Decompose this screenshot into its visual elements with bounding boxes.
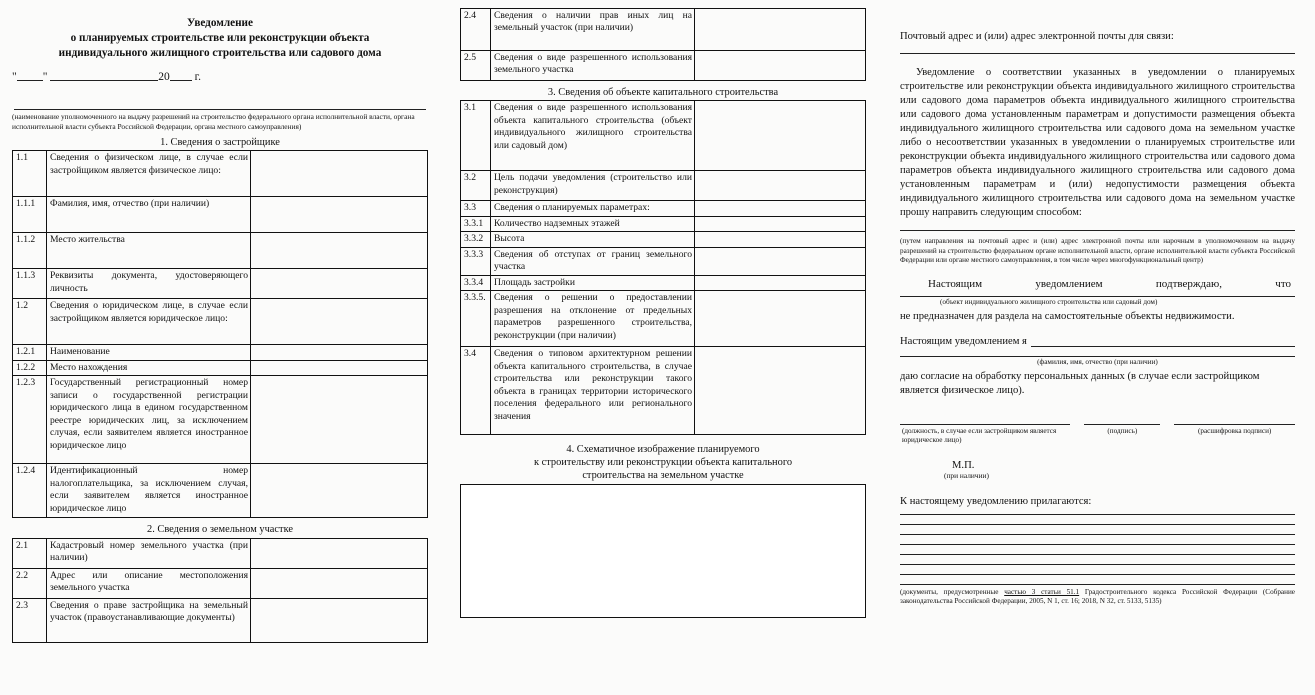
attachment-line[interactable] (900, 524, 1295, 525)
section-3-rows (461, 101, 866, 435)
row-label: Фамилия, имя, отчество (при наличии) (47, 197, 251, 233)
year-blank[interactable] (170, 70, 192, 81)
row-label: Сведения о юридическом лице, в случае если застройщиком является юридическое лицо: (47, 299, 251, 345)
row-value-field[interactable] (251, 299, 428, 345)
row-value-field[interactable] (695, 9, 866, 51)
row-value-field[interactable] (695, 201, 866, 216)
section-3-title: 3. Сведения об объекте капитального строительства (547, 87, 779, 98)
schematic-drawing-area[interactable] (460, 484, 866, 618)
section-2-table (12, 538, 428, 643)
section-1-table (12, 150, 428, 518)
row-value-field[interactable] (695, 347, 866, 435)
attachments-lines (900, 514, 1295, 575)
footer-note-pre: (документы, предусмотренные (900, 587, 1005, 596)
section-4-title-line-3: строительства на земельном участке (582, 470, 744, 482)
consent-text: даю согласие на обработку персональных данных (в случае если застройщиком является физическое лицо). (900, 371, 1260, 397)
title-line-1: Уведомление (187, 17, 253, 29)
row-number: 1.2.1 (13, 345, 47, 360)
row-value-field[interactable] (695, 275, 866, 290)
quote-close: " (42, 71, 48, 84)
row-number: 1.2.3 (13, 376, 47, 464)
row-label: Наименование (47, 345, 251, 360)
row-value-field[interactable] (251, 360, 428, 375)
table-row (13, 233, 428, 269)
table-row (13, 598, 428, 642)
row-label: Адрес или описание местоположения земельного участка (47, 568, 251, 598)
signature-sign-caption: (подпись) (1107, 426, 1138, 435)
attachment-line[interactable] (900, 554, 1295, 555)
attachment-line[interactable] (900, 564, 1295, 565)
row-value-field[interactable] (251, 233, 428, 269)
row-number: 2.4 (461, 9, 491, 51)
row-number: 1.2 (13, 299, 47, 345)
section-4-title (460, 443, 866, 482)
method-note: (путем направления на почтовый адрес и (или) адрес электронной почты или нарочным в уполномоченном на выдачу разрешений на строительство федеральном органе исполнительной власти, органе исполнительной власти субъекта Российской Федерации или органе местного самоуправления, в том числе через многофункциональный центр) (900, 237, 1295, 265)
section-2-mid-rows (461, 9, 866, 81)
row-value-field[interactable] (251, 345, 428, 360)
fio-row (900, 335, 1295, 347)
row-label: Реквизиты документа, удостоверяющего личность (47, 269, 251, 299)
row-number: 1.1.3 (13, 269, 47, 299)
table-row (13, 360, 428, 375)
row-label: Сведения об отступах от границ земельного участка (491, 247, 695, 275)
table-row (13, 464, 428, 518)
row-label: Место жительства (47, 233, 251, 269)
table-row (461, 247, 866, 275)
row-number: 2.3 (13, 598, 47, 642)
row-number: 3.3.5. (461, 291, 491, 347)
object-input-line[interactable] (900, 296, 1295, 297)
row-value-field[interactable] (251, 376, 428, 464)
row-number: 3.2 (461, 171, 491, 201)
table-row (461, 291, 866, 347)
signature-decode-line[interactable] (1174, 424, 1295, 425)
date-line (12, 70, 428, 83)
table-row (461, 51, 866, 81)
attachment-line[interactable] (900, 514, 1295, 515)
row-value-field[interactable] (695, 171, 866, 201)
table-row (13, 197, 428, 233)
table-row (13, 538, 428, 568)
footer-note-post: Градостроительного кодекса Российской Федерации (Собрание законодательства Российской Федерации, 2005, N 1, ст. 16; 2018, N 32, ст. 5133, 5135) (900, 587, 1295, 605)
not-intended-text: не предназначен для раздела на самостоятельные объекты недвижимости. (900, 310, 1235, 322)
confirm-word-4: что (1275, 277, 1291, 290)
table-row (461, 9, 866, 51)
row-number: 1.2.4 (13, 464, 47, 518)
signature-position-line[interactable] (900, 424, 1070, 425)
fio-input-line-2[interactable] (900, 356, 1295, 357)
row-label: Цель подачи уведомления (строительство или реконструкция) (491, 171, 695, 201)
section-4-title-line-2: к строительству или реконструкции объекта капитального (533, 457, 793, 469)
row-number: 1.1.1 (13, 197, 47, 233)
year-suffix: г. (194, 71, 201, 84)
row-number: 3.3.3 (461, 247, 491, 275)
section-1-rows (13, 151, 428, 518)
row-number: 3.3.1 (461, 216, 491, 231)
row-label: Идентификационный номер налогоплательщика, за исключением случая, если заявителем является иностранное юридическое лицо (47, 464, 251, 518)
row-value-field[interactable] (251, 197, 428, 233)
row-label: Сведения о типовом архитектурном решении объекта капитального строительства, в случае строительства или реконструкции такого объекта в границах территории исторического поселения федерального или регионального значения (491, 347, 695, 435)
row-label: Сведения о праве застройщика на земельный участок (правоустанавливающие документы) (47, 598, 251, 642)
row-label: Сведения о виде разрешенного использования земельного участка (491, 51, 695, 81)
row-value-field[interactable] (695, 216, 866, 231)
signature-position-cell (900, 424, 1070, 446)
object-caption: (объект индивидуального жилищного строительства или садовый дом) (940, 297, 1158, 306)
row-value-field[interactable] (251, 464, 428, 518)
title-line-2: о планируемых строительстве или реконструкции объекта (70, 31, 370, 44)
table-row (13, 568, 428, 598)
fio-input-line[interactable] (1031, 335, 1295, 347)
day-blank[interactable] (17, 70, 43, 81)
authority-caption-line-2: органа исполнительной власти субъекта Российской Федерации, органа местного самоуправления) (12, 112, 415, 131)
section-2-rows (13, 538, 428, 642)
table-row (461, 171, 866, 201)
section-3-table (460, 100, 866, 435)
row-number: 3.3.2 (461, 232, 491, 247)
confirm-word-3: подтверждаю, (1155, 277, 1222, 290)
year-prefix: 20 (158, 71, 170, 84)
row-label: Кадастровый номер земельного участка (при наличии) (47, 538, 251, 568)
footer-divider (900, 584, 1295, 585)
column-right (880, 0, 1315, 695)
section-2-title: 2. Сведения о земельном участке (147, 524, 293, 536)
signature-row (900, 424, 1295, 446)
signature-sign-line[interactable] (1084, 424, 1160, 425)
row-value-field[interactable] (695, 291, 866, 347)
row-number: 2.5 (461, 51, 491, 81)
table-row (13, 345, 428, 360)
stamp-block (944, 459, 1295, 480)
row-value-field[interactable] (695, 232, 866, 247)
document-title (12, 16, 428, 60)
row-value-field[interactable] (695, 51, 866, 81)
table-row (461, 216, 866, 231)
footer-note-link[interactable]: частью 3 статьи 51.1 (1004, 587, 1080, 596)
row-label: Сведения о планируемых параметрах: (491, 201, 695, 216)
main-paragraph: Уведомление о соответствии указанных в уведомлении о планируемых строительстве или реконструкции объекта индивидуального жилищного строительства или садового дома параметров объекта индивидуального жилищного строительства или садового дома установленным параметрам и допустимости размещения объекта индивидуального жилищного строительства или садового дома на земельном участке либо о несоответствии указанных в уведомлении о планируемых строительстве или реконструкции объекта индивидуального жилищного строительства или садового дома параметров объекта индивидуального жилищного строительства или садового дома установленным параметрам и (или) недопустимости размещения объекта индивидуального жилищного строительства или садового дома на земельном участке прошу направить следующим способом: (900, 66, 1295, 219)
row-label: Место нахождения (47, 360, 251, 375)
row-value-field[interactable] (251, 568, 428, 598)
table-row (461, 201, 866, 216)
month-blank[interactable] (50, 70, 158, 81)
column-middle (440, 0, 880, 695)
fio-caption: (фамилия, имя, отчество (при наличии) (1037, 358, 1158, 367)
authority-blank-line[interactable] (14, 109, 426, 110)
column-left (0, 0, 440, 695)
postal-address-label: Почтовый адрес и (или) адрес электронной почты для связи: (900, 31, 1174, 42)
row-value-field[interactable] (251, 269, 428, 299)
row-label: Государственный регистрационный номер записи о государственной регистрации юридического лица в едином государственном реестре юридических лиц, за исключением случая, если заявителем является иностранное юридическое лицо (47, 376, 251, 464)
row-value-field[interactable] (251, 598, 428, 642)
section-4-title-line-1: 4. Схематичное изображение планируемого (566, 444, 760, 456)
table-row (461, 232, 866, 247)
attachment-line[interactable] (900, 574, 1295, 575)
confirm-word-2: уведомлением (1035, 277, 1103, 290)
footer-note (900, 588, 1295, 607)
signature-decode-cell (1174, 424, 1295, 446)
table-row (461, 101, 866, 171)
row-number: 1.1 (13, 151, 47, 197)
authority-caption (12, 112, 428, 131)
row-label: Сведения о физическом лице, в случае если застройщиком является физическое лицо: (47, 151, 251, 197)
authority-caption-line-1: (наименование уполномоченного на выдачу разрешений на строительство федерального органа исполнительной власти, (12, 112, 392, 122)
row-number: 3.3.4 (461, 275, 491, 290)
row-label: Сведения о виде разрешенного использования объекта капитального строительства (объект индивидуального жилищного строительства или садовый дом) (491, 101, 695, 171)
signature-position-caption: (должность, в случае если застройщиком является юридическое лицо) (902, 426, 1057, 445)
signature-decode-caption: (расшифровка подписи) (1197, 426, 1272, 435)
row-label: Сведения о решении о предоставлении разрешения на отклонение от предельных параметров разрешенного строительства, реконструкции (при наличии) (491, 291, 695, 347)
table-row (461, 275, 866, 290)
title-line-3: индивидуального жилищного строительства или садового дома (58, 46, 382, 59)
row-number: 2.2 (13, 568, 47, 598)
confirm-word-1: Настоящим (928, 277, 983, 290)
attachment-line[interactable] (900, 544, 1295, 545)
row-number: 3.3 (461, 201, 491, 216)
table-row (461, 347, 866, 435)
section-2-cont-table (460, 8, 866, 81)
table-row (13, 151, 428, 197)
method-input-line[interactable] (900, 230, 1295, 231)
attachments-title: К настоящему уведомлению прилагаются: (900, 495, 1092, 507)
row-number: 3.1 (461, 101, 491, 171)
confirmation-line (900, 278, 1295, 290)
row-label: Высота (491, 232, 695, 247)
row-label: Площадь застройки (491, 275, 695, 290)
quote-open: " (12, 71, 17, 84)
row-number: 3.4 (461, 347, 491, 435)
stamp-label: М.П. (952, 459, 975, 471)
row-number: 2.1 (13, 538, 47, 568)
table-row (13, 299, 428, 345)
signature-sign-cell (1084, 424, 1160, 446)
attachment-line[interactable] (900, 534, 1295, 535)
row-value-field[interactable] (695, 247, 866, 275)
row-label: Количество надземных этажей (491, 216, 695, 231)
by-this-notice-label: Настоящим уведомлением я (900, 336, 1027, 348)
row-label: Сведения о наличии прав иных лиц на земельный участок (при наличии) (491, 9, 695, 51)
row-number: 1.2.2 (13, 360, 47, 375)
section-1-title: 1. Сведения о застройщике (160, 136, 280, 148)
row-value-field[interactable] (695, 101, 866, 171)
postal-address-input-line[interactable] (900, 53, 1295, 54)
table-row (13, 376, 428, 464)
row-number: 1.1.2 (13, 233, 47, 269)
stamp-note: (при наличии) (944, 470, 989, 480)
row-value-field[interactable] (251, 151, 428, 197)
table-row (13, 269, 428, 299)
row-value-field[interactable] (251, 538, 428, 568)
